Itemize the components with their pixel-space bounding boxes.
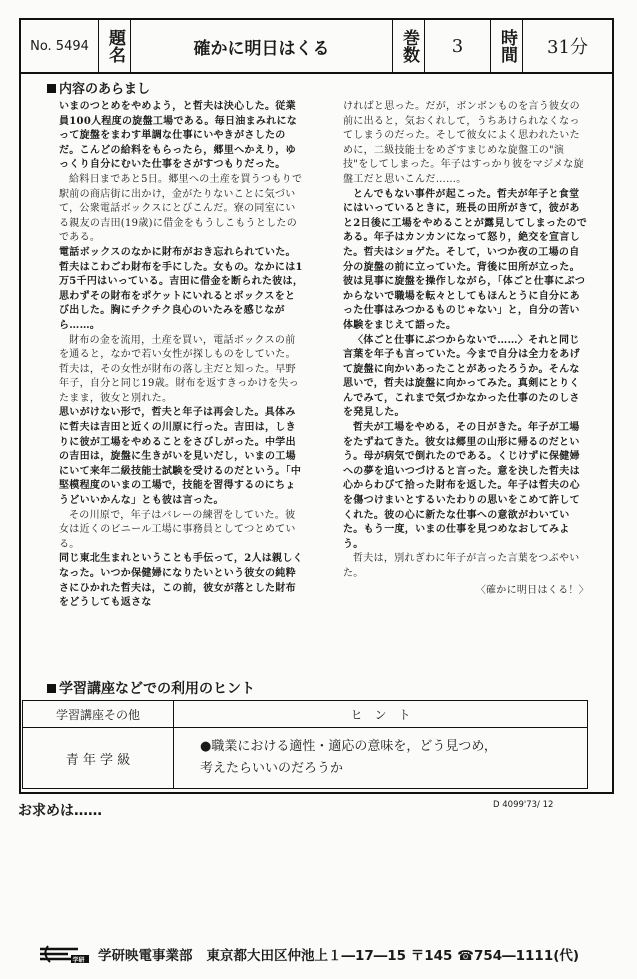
hints-table: [22, 700, 588, 789]
volume-label-text: 巻数: [399, 29, 419, 63]
summary-paragraph: 財布の金を流用，土産を買い，電話ボックスの前を通ると，なかで若い女性が探しものをしていた。哲夫は，その女性が財布の落し主だと知った。早野年子，自分と同じ19歳。財布を返すきっかけを失ったまま，彼女と別れた。: [59, 334, 299, 404]
logo-text: 学研: [72, 957, 85, 963]
summary-paragraph: いまのつとめをやめよう，と哲夫は決心した。従業員100人程度の旋盤工場である。毎日油まみれになって旋盤をまわす単調な仕事にいやきがさしたのだ。こんどの給料をもらったら，郷里へかえり，ゆっくり自分にむいた仕事をさがすつもりだった。: [59, 101, 298, 171]
bullet-square-icon: [47, 684, 56, 693]
document-code: D 4099'73/ 12: [493, 800, 554, 810]
volume-value: 3: [425, 20, 491, 72]
hints-col-course-header: 学習講座その他: [23, 701, 174, 728]
hints-table-row: [23, 728, 588, 789]
time-value: 31分: [547, 37, 588, 58]
hints-table-header: [23, 701, 588, 728]
summary-paragraph: 給料日まであと5日。郷里への土産を買うつもりで駅前の商店街に出かけ，金がたりないことに気づいて，公衆電話ボックスにとびこんだ。寮の同室にいる親友の吉田(19歳)に借金をもうしこもうとしたのである。: [59, 173, 303, 244]
summary-paragraph: 電話ボックスのなかに財布がおき忘れられていた。哲夫はこわごわ財布を手にした。女もの。なかには1万5千円はいっている。吉田に借金を断られた彼は，思わずその財布をポケットにいれるとボックスをとび出した。胸にチクチク良心のいたみを感じながら……。: [59, 246, 304, 331]
header-row: [21, 20, 612, 74]
hints-row-line: 考えたらいいのだろうか: [200, 761, 344, 776]
summary-heading-text: 内容のあらまし: [59, 82, 151, 97]
title-label-text: 題名: [105, 29, 125, 63]
summary-paragraph: 〈体ごと仕事にぶつからないで……〉それと同じ言葉を年子も言っていた。今まで自分は全力をあげて旋盤に向かいあったことがあったろうか。そんな思いで，哲夫は旋盤に向かってみた。真剣にとりくんでみて，これまで気づかなかった仕事のたのしさを発見した。: [343, 334, 580, 419]
hints-row-text: [174, 728, 588, 789]
company-address: 東京都大田区仲池上１―17―15 〒145 ☎754―1111(代): [206, 948, 580, 964]
summary-paragraph: 哲夫は，別れぎわに年子が言った言葉をつぶやいた。: [343, 553, 580, 579]
summary-heading: [47, 78, 150, 97]
hints-heading-text: 学習講座などでの利用のヒント: [59, 681, 255, 697]
company-name: 学研映電事業部: [98, 948, 193, 964]
time-label: [491, 20, 523, 72]
volume-label: [393, 20, 425, 72]
film-title: 確かに明日はくる: [131, 20, 393, 72]
request-label: お求めは……: [18, 803, 102, 819]
hints-row-label: 青 年 学 級: [23, 728, 174, 789]
summary-paragraph: ければと思った。だが，ボンボンものを言う彼女の前に出ると，気おくれして，うちあけられなくなってしまうのだった。そして彼女によく思われたいために，二級技能士をめざすまじめな旋盤工の"演技"をしてしまった。年子はすっかり彼をマジメな旋盤工だと思いこんだ……。: [343, 101, 584, 185]
summary-paragraph: 思いがけない形で，哲夫と年子は再会した。具体みに哲夫は吉田と近くの川原に行った。吉田は，しきりに彼が工場をやめることをさびしがった。中学出の吉田は，旋盤に生きがいを見いだし，いまの工場にいて来年二級技能士試験を受けるのだという。「中堅模程度のいまの工場で，技能を習得するのにちょうどいいかんな」とも彼は言った。: [59, 407, 302, 507]
time-label-text: 時間: [497, 29, 517, 63]
catalog-number: No. 5494: [21, 20, 99, 72]
summary-left-column: [59, 100, 305, 611]
document-frame: [19, 18, 614, 794]
summary-paragraph: その川原で，年子はバレーの練習をしていた。彼女は近くのビニール工場に事務員としてつとめている。: [59, 509, 296, 550]
hints-col-hint-header: ヒ ン ト: [174, 701, 588, 728]
gakken-logo: [38, 945, 90, 963]
summary-paragraph: 哲夫が工場をやめる，その日がきた。年子が工場をたずねてきた。彼女は郷里の山形に帰るのだという。母が病気で倒れたのである。くじけずに保健婦への夢を追いつづけると言った。意を決した哲夫は心からわびて拾った財布を返した。年子は哲夫の心を傷つけまいとするいたわりの思いをこめて許してくれた。彼の心に新たな仕事への意欲がわいていた。もう一度，いまの仕事を見つめなおしてみよう。: [343, 422, 580, 550]
summary-right-column: [343, 100, 589, 598]
summary-closing-line: 〈確かに明日はくる！〉: [475, 584, 589, 596]
publisher-footer: [38, 944, 579, 964]
hints-row-line: ●職業における適性・適応の意味を，どう見つめ，: [200, 739, 497, 754]
hints-heading: [47, 678, 255, 698]
bullet-square-icon: [47, 84, 56, 93]
summary-paragraph: とんでもない事件が起こった。哲夫が年子と食堂にはいっているときに，班長の田所がきて，彼があと2日後に工場をやめることが露見してしまったのである。年子はカンカンになって怒り，絶交を宣言した。哲夫はショゲた。そして，いつか夜の工場の自分の旋盤の前に立っていた。背後に田所が立った。彼は見事に旋盤を操作しながら，「体ごと仕事にぶつからないで職場を転々としてもほんとうに自分にあった仕事はみつかるものじゃない」と，自分の苦い体験をまじえて語った。: [343, 188, 588, 331]
title-label: [99, 20, 131, 72]
summary-paragraph: 同じ東北生まれということも手伝って，2人は親しくなった。いつか保健婦になりたいという彼女の純粋さにひかれた哲夫は，この前，彼女が落とした財布をどうしても返さな: [59, 553, 303, 609]
